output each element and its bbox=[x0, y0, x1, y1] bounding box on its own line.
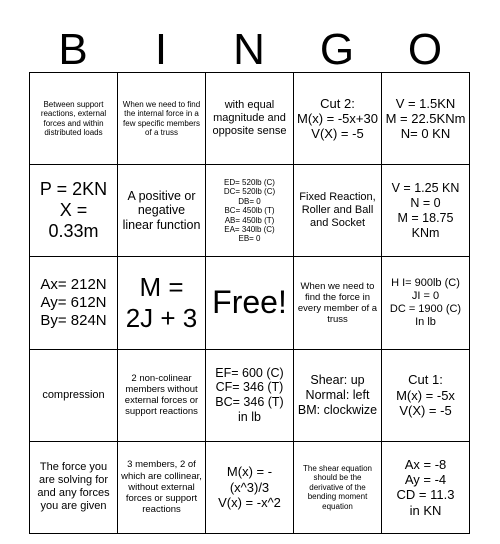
bingo-cell-r5c4[interactable]: The shear equation should be the derivative of the bending moment equation bbox=[294, 442, 382, 534]
header-letter-b: B bbox=[58, 25, 90, 74]
bingo-cell-r3c4[interactable]: When we need to find the force in every member of a truss bbox=[294, 257, 382, 349]
bingo-cell-r4c3[interactable]: EF= 600 (C) CF= 346 (T) BC= 346 (T) in lb bbox=[206, 350, 294, 442]
bingo-cell-r3c2[interactable]: M = 2J + 3 bbox=[118, 257, 206, 349]
bingo-cell-r4c1[interactable]: compression bbox=[30, 350, 118, 442]
header-letter-o: O bbox=[407, 25, 445, 74]
bingo-cell-r2c3[interactable]: ED= 520lb (C) DC= 520lb (C) DB= 0 BC= 450lb (T) AB= 450lb (T) EA= 340lb (C) EB= 0 bbox=[206, 165, 294, 257]
bingo-cell-r2c1[interactable]: P = 2KN X = 0.33m bbox=[30, 165, 118, 257]
bingo-cell-r2c5[interactable]: V = 1.25 KN N = 0 M = 18.75 KNm bbox=[382, 165, 470, 257]
bingo-cell-r1c2[interactable]: When we need to find the internal force in a few specific members of a truss bbox=[118, 73, 206, 165]
bingo-cell-r5c2[interactable]: 3 members, 2 of which are collinear, without external forces or support reactions bbox=[118, 442, 206, 534]
bingo-cell-r4c2[interactable]: 2 non-colinear members without external forces or support reactions bbox=[118, 350, 206, 442]
bingo-board bbox=[29, 72, 470, 534]
bingo-cell-r3c1[interactable]: Ax= 212N Ay= 612N By= 824N bbox=[30, 257, 118, 349]
header-letter-n: N bbox=[233, 25, 267, 74]
bingo-cell-r1c5[interactable]: V = 1.5KN M = 22.5KNm N= 0 KN bbox=[382, 73, 470, 165]
header-letter-i: I bbox=[154, 25, 170, 74]
header-letter-g: G bbox=[319, 25, 357, 74]
bingo-cell-r1c1[interactable]: Between support reactions, external forces and within distributed loads bbox=[30, 73, 118, 165]
bingo-cell-r3c5[interactable]: H I= 900lb (C) JI = 0 DC = 1900 (C) In lb bbox=[382, 257, 470, 349]
bingo-cell-r2c2[interactable]: A positive or negative linear function bbox=[118, 165, 206, 257]
bingo-cell-r2c4[interactable]: Fixed Reaction, Roller and Ball and Socket bbox=[294, 165, 382, 257]
bingo-cell-r5c1[interactable]: The force you are solving for and any forces you are given bbox=[30, 442, 118, 534]
bingo-cell-free[interactable]: Free! bbox=[206, 257, 294, 349]
bingo-header bbox=[30, 20, 470, 80]
bingo-cell-r1c4[interactable]: Cut 2: M(x) = -5x+30 V(X) = -5 bbox=[294, 73, 382, 165]
bingo-cell-r5c5[interactable]: Ax = -8 Ay = -4 CD = 11.3 in KN bbox=[382, 442, 470, 534]
bingo-cell-r5c3[interactable]: M(x) = -(x^3)/3 V(x) = -x^2 bbox=[206, 442, 294, 534]
bingo-cell-r1c3[interactable]: with equal magnitude and opposite sense bbox=[206, 73, 294, 165]
bingo-cell-r4c5[interactable]: Cut 1: M(x) = -5x V(X) = -5 bbox=[382, 350, 470, 442]
bingo-cell-r4c4[interactable]: Shear: up Normal: left BM: clockwize bbox=[294, 350, 382, 442]
